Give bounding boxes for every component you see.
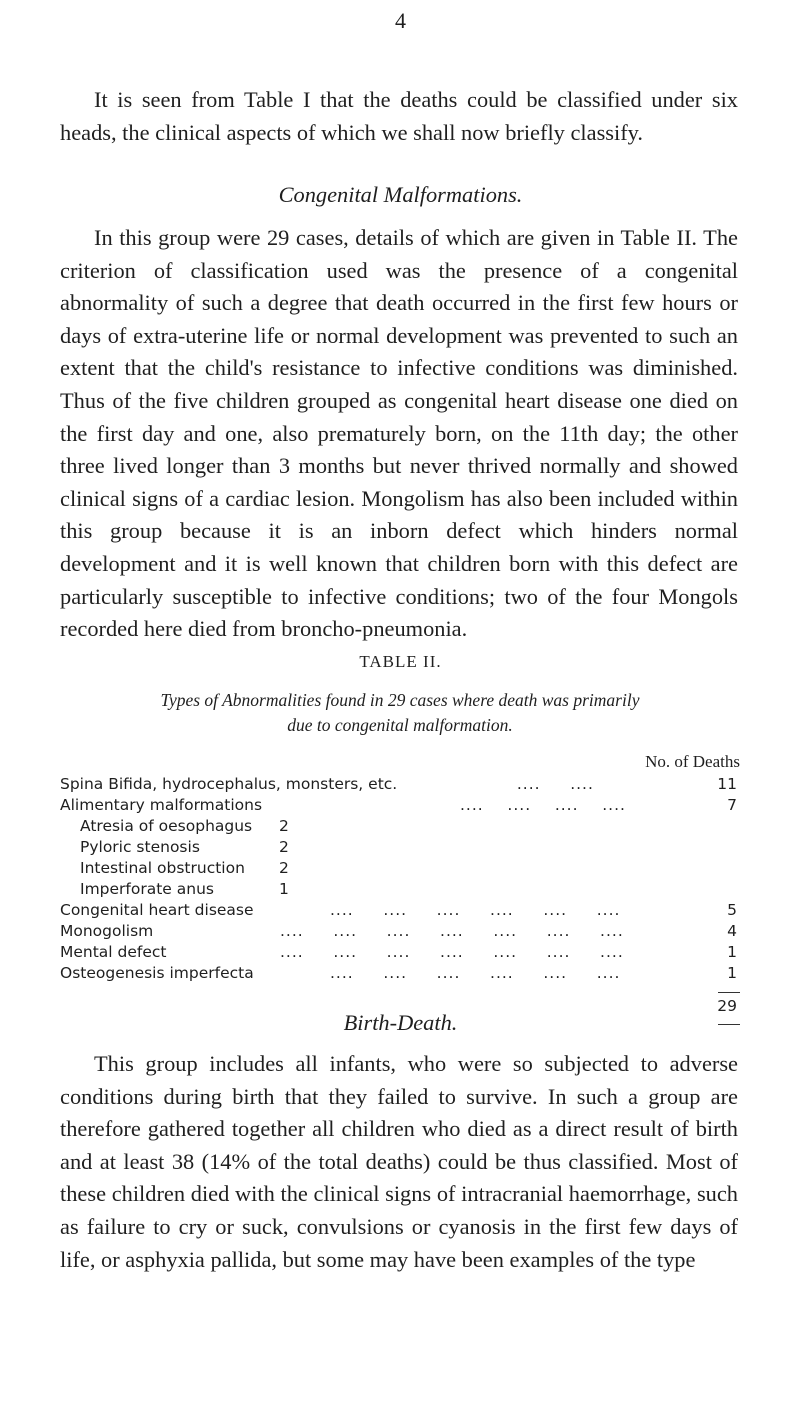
row-label: Congenital heart disease [60, 901, 254, 919]
table-row [60, 964, 740, 984]
row-label: Pyloric stenosis [80, 838, 200, 856]
table-row [60, 817, 740, 837]
congenital-heading: Congenital Malformations. [278, 182, 523, 207]
row-label: Osteogenesis imperfecta [60, 964, 254, 982]
birth-death-paragraph: This group includes all infants, who were so subjected to adverse conditions during birth that they failed to survive. In such a group are therefore gathered together all children who died as a direct result of birth and at least 38 (14% of the total deaths) could be thus classified. Most of these children died with the clinical signs of intracranial haemorrhage, such as failure to cry or suck, convulsions or cyanosis in the first few days of life, or asphyxia pallida, but some may have been examples of the type [60, 1051, 738, 1272]
row-label: Alimentary malformations [60, 796, 263, 814]
row-label: Spina Bifida, hydrocephalus, monsters, etc. [60, 775, 398, 793]
caption-line-2: due to congenital malformation. [287, 715, 513, 735]
row-value: 1 [727, 964, 737, 982]
congenital-paragraph: In this group were 29 cases, details of which are given in Table II. The criterion of classification used was the presence of a congenital abnormality of such a degree that death occurred in the first few hours or days of extra-uterine life or normal development was prevented to such an extent that the child's resistance to infective conditions was diminished. Thus of the five children grouped as congenital heart disease one died on the first day and one, also prematurely born, on the 11th day; the other three lived longer than 3 months but never thrived normally and showed clinical signs of a cardiac lesion. Mongolism has also been included within this group because it is an inborn defect which hinders normal development and it is well known that children born with this defect are particularly susceptible to infective conditions; two of the four Mongols recorded here died from broncho-pneumonia. [60, 225, 738, 642]
row-label: Mental defect [60, 943, 167, 961]
birth-death-heading: Birth-Death. [343, 1010, 458, 1035]
column-header: No. of Deaths [645, 752, 740, 771]
table-row [60, 796, 740, 816]
table-label: TABLE II. [359, 652, 442, 671]
total-value: 29 [717, 997, 737, 1015]
row-dots: .... .... .... .... .... .... [330, 901, 621, 919]
row-value: 5 [727, 901, 737, 919]
row-dots: .... .... [505, 775, 594, 793]
row-subvalue: 2 [279, 817, 289, 835]
table-row [60, 880, 740, 900]
row-value: 7 [727, 796, 737, 814]
table-row [60, 943, 740, 963]
row-subvalue: 2 [279, 838, 289, 856]
row-subvalue: 1 [279, 880, 289, 898]
caption-line-1: Types of Abnormalities found in 29 cases where death was primarily [160, 690, 640, 710]
page-number: 4 [395, 8, 406, 33]
row-label: Monogolism [60, 922, 154, 940]
table-caption [60, 688, 740, 738]
table-row [60, 901, 740, 921]
row-dots: .... .... .... .... .... .... [330, 964, 621, 982]
row-value: 1 [727, 943, 737, 961]
row-value: 11 [717, 775, 737, 793]
row-subvalue: 2 [279, 859, 289, 877]
table-row [60, 922, 740, 942]
row-dots: .... .... .... .... [460, 796, 626, 814]
row-dots: .... .... .... .... .... .... .... [280, 922, 624, 940]
row-label: Imperforate anus [80, 880, 214, 898]
table-row [60, 775, 740, 795]
table-row [60, 859, 740, 879]
total-rule-top [718, 992, 740, 993]
row-dots: .... .... .... .... .... .... .... [280, 943, 624, 961]
intro-paragraph: It is seen from Table I that the deaths could be classified under six heads, the clinical aspects of which we shall now briefly classify. [60, 87, 738, 145]
deaths-table [60, 752, 740, 1052]
row-label: Atresia of oesophagus [80, 817, 253, 835]
row-label: Intestinal obstruction [80, 859, 245, 877]
row-value: 4 [727, 922, 737, 940]
table-row [60, 838, 740, 858]
